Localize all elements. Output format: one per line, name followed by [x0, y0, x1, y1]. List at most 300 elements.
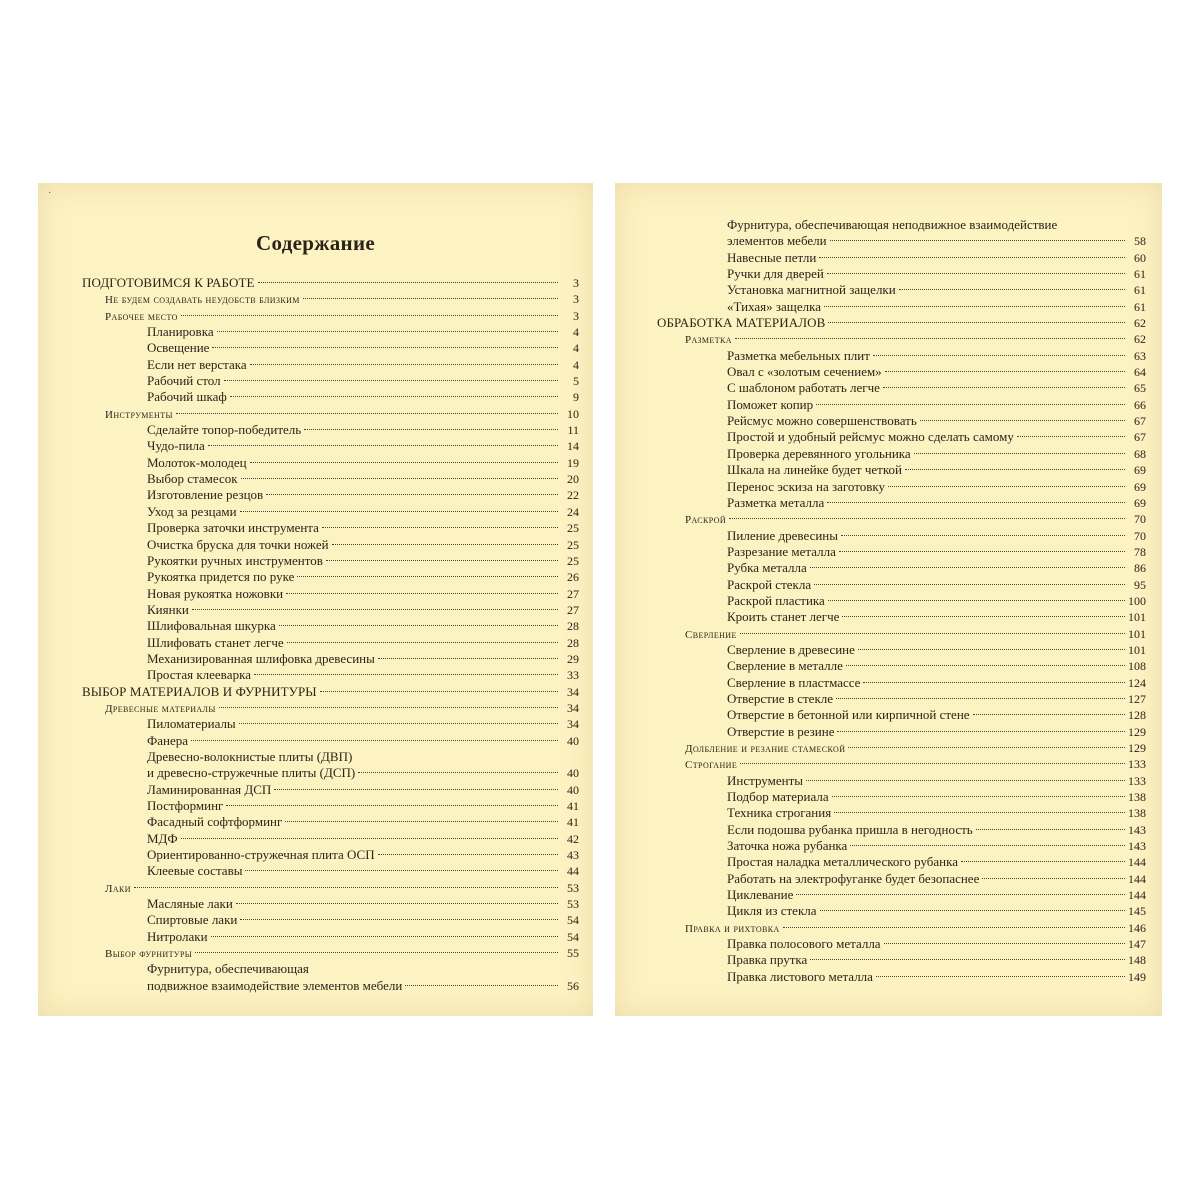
page-number: 41 [567, 799, 579, 813]
dot-leader [191, 740, 558, 741]
toc-entry [38, 422, 593, 438]
toc-entry [615, 250, 1162, 266]
toc-entry [615, 691, 1162, 707]
toc-entry-title: Ручки для дверей [727, 266, 824, 282]
page-number: 133 [1128, 757, 1146, 772]
toc-entry-title: Кроить станет легче [727, 609, 840, 625]
page-number: 11 [567, 423, 579, 438]
page-title: Содержание [256, 231, 375, 255]
toc-entry [615, 903, 1162, 919]
toc-entry-title: Молоток-молодец [147, 454, 247, 470]
dot-leader [258, 282, 558, 283]
toc-entry-title: ВЫБОР МАТЕРИАЛОВ И ФУРНИТУРЫ [82, 683, 317, 699]
toc-entry [38, 978, 593, 994]
dot-leader [961, 861, 1125, 862]
toc-entry-title: Навесные петли [727, 249, 817, 265]
toc-entry-title: Не будем создавать неудобств близким [105, 294, 300, 307]
toc-entry [38, 504, 593, 520]
dot-leader [326, 560, 558, 561]
page-number: 68 [1134, 446, 1146, 461]
page-number: 53 [567, 880, 579, 895]
toc-entry [38, 291, 593, 307]
toc-entry [615, 266, 1162, 282]
toc-entry-title: Работать на электрофуганке будет безопаснее [727, 870, 980, 886]
toc-entry-title: Ориентированно-стружечная плита ОСП [147, 847, 375, 863]
dot-leader [810, 567, 1125, 568]
toc-entry [615, 446, 1162, 462]
toc-entry-title: Пиломатериалы [147, 716, 236, 732]
toc-entry [38, 635, 593, 651]
toc-entry-title: МДФ [147, 830, 178, 846]
toc-entry-title: Проверка заточки инструмента [147, 520, 319, 536]
toc-entry [615, 429, 1162, 445]
toc-entry-title: Рукоятка придется по руке [147, 569, 295, 585]
dot-leader [873, 355, 1125, 356]
dot-leader [322, 527, 558, 528]
toc-entry [615, 969, 1162, 985]
dot-leader [236, 903, 558, 904]
toc-entry [615, 299, 1162, 315]
dot-leader [245, 870, 558, 871]
toc-entry-title: Разметка мебельных плит [727, 347, 870, 363]
page-number: 4 [573, 357, 579, 372]
toc-entry-title: Инструменты [105, 408, 173, 421]
dot-leader [176, 413, 558, 414]
toc-entry-title: Простая наладка металлического рубанка [727, 854, 959, 870]
page-number: 27 [567, 586, 579, 601]
page-number: 22 [567, 488, 579, 503]
dot-leader [286, 593, 558, 594]
toc-entry-title: Уход за резцами [147, 503, 237, 519]
toc-entry [615, 626, 1162, 642]
toc-entry [615, 348, 1162, 364]
right-page [615, 183, 1162, 1016]
toc-entry [615, 413, 1162, 429]
page-number: 28 [567, 619, 579, 634]
toc-entry-title: Инструменты [727, 772, 803, 788]
page-number: 147 [1128, 937, 1146, 952]
dot-leader [212, 347, 558, 348]
page-number: 64 [1134, 365, 1146, 380]
toc-entry [615, 609, 1162, 625]
page-number: 78 [1134, 544, 1146, 559]
toc-entry-title: подвижное взаимодействие элементов мебели [147, 977, 403, 993]
page-number: 138 [1128, 806, 1146, 821]
dot-leader [814, 584, 1125, 585]
dot-leader [240, 511, 558, 512]
toc-entry-title: Древесные материалы [105, 702, 216, 715]
toc-entry-title: С шаблоном работать легче [727, 380, 880, 396]
toc-entry [38, 700, 593, 716]
toc-entry-title: Сверление в металле [727, 658, 843, 674]
dot-leader [134, 887, 558, 888]
dot-leader [303, 298, 558, 299]
toc-entry [615, 789, 1162, 805]
dot-leader [224, 380, 558, 381]
page-number: 25 [567, 553, 579, 568]
page-number: 24 [567, 504, 579, 519]
toc-entry [615, 773, 1162, 789]
dot-leader [884, 943, 1125, 944]
page-number: 26 [567, 570, 579, 585]
toc-entry-title: Разрезание металла [727, 543, 836, 559]
toc-entry [38, 912, 593, 928]
dot-leader [810, 959, 1125, 960]
dot-leader [181, 838, 558, 839]
dot-leader [816, 404, 1125, 405]
toc-entry-title: Рубка металла [727, 560, 807, 576]
toc-entry-title: Шлифовать станет легче [147, 634, 284, 650]
toc-entry-title: Циклевание [727, 887, 794, 903]
toc-entry-title: Ламинированная ДСП [147, 781, 272, 797]
page-number: 66 [1134, 397, 1146, 412]
dot-leader [806, 780, 1125, 781]
page-number: 3 [573, 292, 579, 307]
left-page [38, 183, 593, 1016]
toc-entry-title: Цикля из стекла [727, 903, 817, 919]
toc-entry-title: Клеевые составы [147, 863, 243, 879]
toc-entry [38, 945, 593, 961]
page-number: 145 [1128, 904, 1146, 919]
toc-entry [615, 364, 1162, 380]
page-number: 55 [567, 946, 579, 961]
toc-entry [615, 920, 1162, 936]
page-number: 69 [1134, 495, 1146, 510]
page-number: 144 [1128, 871, 1146, 886]
toc-entry-title: Если нет верстака [147, 356, 247, 372]
dot-leader [729, 518, 1125, 519]
dot-leader [832, 796, 1125, 797]
page-number: 28 [567, 635, 579, 650]
toc-entry [615, 380, 1162, 396]
toc-entry-title: Сделайте топор-победитель [147, 422, 302, 438]
dot-leader [332, 544, 558, 545]
toc-entry [38, 520, 593, 536]
dot-leader [858, 649, 1125, 650]
toc-entry-line [615, 217, 1162, 233]
page-number: 3 [573, 308, 579, 323]
page-number: 60 [1134, 250, 1146, 265]
toc-entry [615, 756, 1162, 772]
dot-leader [883, 387, 1125, 388]
toc-entry-title: Правка листового металла [727, 968, 873, 984]
page-number: 149 [1128, 969, 1146, 984]
page-number: 3 [573, 276, 579, 290]
toc-entry [615, 740, 1162, 756]
page-number: 14 [567, 439, 579, 454]
dot-leader [783, 927, 1125, 928]
dot-leader [828, 600, 1125, 601]
toc-entry [615, 658, 1162, 674]
toc-entry [38, 798, 593, 814]
dot-leader [846, 665, 1125, 666]
toc-entry [615, 707, 1162, 723]
toc-entry-title: Киянки [147, 601, 189, 617]
dot-leader [796, 894, 1125, 895]
dot-leader [217, 331, 558, 332]
toc-entry [38, 438, 593, 454]
toc-entry-title: Фасадный софтформинг [147, 814, 283, 830]
toc-entry [615, 675, 1162, 691]
page-number: 108 [1128, 659, 1146, 674]
dot-leader [250, 462, 558, 463]
toc-entry-title: Сверление [685, 628, 737, 641]
toc-entry-title: Механизированная шлифовка древесины [147, 650, 375, 666]
page-number: 144 [1128, 888, 1146, 903]
toc-entry [38, 487, 593, 503]
toc-entry-title: Выбор фурнитуры [105, 948, 193, 961]
toc-entry [38, 308, 593, 324]
toc-entry-title: Правка прутка [727, 952, 808, 968]
page-number: 41 [567, 815, 579, 830]
dot-leader [304, 429, 558, 430]
toc-entry-title: Шкала на линейке будет четкой [727, 462, 902, 478]
page-number: 4 [573, 341, 579, 356]
dot-leader [830, 240, 1125, 241]
page-number: 129 [1128, 741, 1146, 755]
toc-entry [38, 586, 593, 602]
toc-entry [615, 642, 1162, 658]
toc-entry-title: Раскрой стекла [727, 576, 812, 592]
toc-entry [615, 315, 1162, 331]
toc-entry [38, 863, 593, 879]
toc-entry-title: Правка полосового металла [727, 936, 881, 952]
toc-entry-title: Освещение [147, 340, 210, 356]
toc-entry-title: Спиртовые лаки [147, 912, 238, 928]
toc-entry [615, 805, 1162, 821]
toc-entry-title: и древесно-стружечные плиты (ДСП) [147, 765, 356, 781]
toc-entry [615, 331, 1162, 347]
toc-entry-title: Древесно-волокнистые плиты (ДВП) [147, 748, 353, 764]
toc-entry [615, 822, 1162, 838]
page-number: 58 [1134, 234, 1146, 249]
dot-leader [405, 985, 558, 986]
dot-leader [914, 453, 1125, 454]
book-gutter [593, 183, 615, 1016]
dot-leader [266, 494, 558, 495]
dot-leader [839, 551, 1125, 552]
toc-entry [615, 871, 1162, 887]
toc-entry [38, 765, 593, 781]
dot-leader [378, 854, 558, 855]
page-number: 61 [1134, 267, 1146, 282]
page-number: 63 [1134, 348, 1146, 363]
toc-entry-title: Планировка [147, 324, 214, 340]
toc-entry-line [38, 749, 593, 765]
toc-entry-title: ПОДГОТОВИМСЯ К РАБОТЕ [82, 275, 255, 290]
dot-leader [876, 976, 1125, 977]
page-number: 101 [1128, 610, 1146, 625]
dot-leader [254, 674, 558, 675]
dot-leader [358, 772, 558, 773]
dot-leader [920, 420, 1125, 421]
toc-entry [38, 880, 593, 896]
toc-entry-line [38, 961, 593, 977]
toc-entry-title: Рабочий шкаф [147, 389, 227, 405]
dot-leader [982, 878, 1125, 879]
toc-entry [38, 716, 593, 732]
toc-entry [615, 952, 1162, 968]
toc-entry-title: Раскрой пластика [727, 592, 825, 608]
toc-entry-title: Лаки [105, 882, 131, 895]
dot-leader [863, 682, 1125, 683]
toc-entry [38, 455, 593, 471]
dot-leader [285, 821, 558, 822]
dot-leader [239, 723, 558, 724]
toc-entry-title: Рабочее место [105, 310, 178, 323]
page-number: 95 [1134, 577, 1146, 592]
dot-leader [279, 625, 558, 626]
page-number: 128 [1128, 708, 1146, 723]
dot-leader [219, 707, 558, 708]
dot-leader [827, 273, 1125, 274]
page-number: 40 [567, 782, 579, 797]
toc-entry [615, 593, 1162, 609]
toc-entry-title: Проверка деревянного угольника [727, 445, 911, 461]
page-number: 10 [567, 406, 579, 421]
toc-entry [38, 667, 593, 683]
dot-leader [848, 747, 1125, 748]
dot-leader [240, 919, 558, 920]
toc-entry [615, 560, 1162, 576]
dot-leader [735, 338, 1125, 339]
toc-left [38, 275, 593, 994]
page-number: 61 [1134, 299, 1146, 314]
page-number: 56 [567, 978, 579, 993]
page-number: 86 [1134, 561, 1146, 576]
toc-entry [38, 275, 593, 291]
page-number: 25 [567, 537, 579, 552]
toc-entry-title: Очистка бруска для точки ножей [147, 536, 329, 552]
toc-entry-title: Подбор материала [727, 789, 829, 805]
toc-entry [38, 929, 593, 945]
toc-entry [38, 847, 593, 863]
page-number: 9 [573, 390, 579, 405]
dot-leader [820, 910, 1125, 911]
page-number: 5 [573, 374, 579, 389]
toc-entry-title: Фанера [147, 732, 189, 748]
toc-entry-title: Выбор стамесок [147, 471, 238, 487]
page-number: 42 [567, 831, 579, 846]
page-number: 69 [1134, 463, 1146, 478]
toc-entry [615, 724, 1162, 740]
toc-entry [38, 814, 593, 830]
toc-entry [38, 537, 593, 553]
page-number: 29 [567, 651, 579, 666]
dot-leader [740, 633, 1125, 634]
toc-entry-title: Овал с «золотым сечением» [727, 364, 882, 380]
toc-entry [38, 471, 593, 487]
page-number: 34 [567, 717, 579, 732]
page-number: 101 [1128, 626, 1146, 641]
toc-entry [615, 887, 1162, 903]
toc-entry [615, 479, 1162, 495]
page-number: 19 [567, 455, 579, 470]
dot-leader [287, 642, 558, 643]
page-speck-mark: · [48, 188, 52, 199]
page-number: 34 [567, 684, 579, 699]
page-number: 4 [573, 325, 579, 340]
toc-entry-title: Рукоятки ручных инструментов [147, 552, 323, 568]
toc-entry-title: Поможет копир [727, 396, 814, 412]
page-number: 53 [567, 897, 579, 912]
toc-entry [615, 397, 1162, 413]
page-number: 124 [1128, 675, 1146, 690]
toc-entry [615, 528, 1162, 544]
page-number: 33 [567, 668, 579, 683]
toc-entry-title: ОБРАБОТКА МАТЕРИАЛОВ [657, 315, 826, 331]
page-number: 70 [1134, 512, 1146, 527]
dot-leader [230, 396, 558, 397]
toc-entry-title: «Тихая» защелка [727, 298, 821, 314]
dot-leader [208, 445, 558, 446]
page-number: 65 [1134, 381, 1146, 396]
page-number: 40 [567, 766, 579, 781]
toc-entry-title: Рабочий стол [147, 373, 221, 389]
dot-leader [181, 315, 558, 316]
toc-entry-title: Простой и удобный рейсмус можно сделать самому [727, 429, 1014, 445]
page-number: 43 [567, 848, 579, 863]
page-number: 34 [567, 700, 579, 715]
toc-entry-title: Сверление в пластмассе [727, 674, 861, 690]
page-number: 129 [1128, 724, 1146, 739]
dot-leader [378, 658, 558, 659]
toc-entry-title: Отверстие в бетонной или кирпичной стене [727, 707, 970, 723]
page-number: 70 [1134, 528, 1146, 543]
toc-entry [38, 324, 593, 340]
page-number: 61 [1134, 283, 1146, 298]
toc-entry [615, 462, 1162, 478]
toc-entry [615, 282, 1162, 298]
page-number: 54 [567, 929, 579, 944]
toc-right [615, 217, 1162, 985]
toc-entry-title: Изготовление резцов [147, 487, 264, 503]
toc-entry-title: Шлифовальная шкурка [147, 618, 276, 634]
toc-entry-title: Новая рукоятка ножовки [147, 585, 284, 601]
toc-entry-title: Техника строгания [727, 805, 832, 821]
page-number: 144 [1128, 855, 1146, 870]
toc-entry-title: Постформинг [147, 798, 224, 813]
dot-leader [824, 306, 1125, 307]
toc-entry-title: Рейсмус можно совершенствовать [727, 413, 917, 429]
dot-leader [976, 829, 1125, 830]
dot-leader [192, 609, 558, 610]
page-number: 25 [567, 521, 579, 536]
toc-entry-title: Строгание [685, 759, 738, 772]
dot-leader [195, 952, 558, 953]
dot-leader [888, 486, 1125, 487]
dot-leader [899, 289, 1125, 290]
page-number: 101 [1128, 642, 1146, 657]
dot-leader [226, 805, 558, 806]
dot-leader [973, 714, 1125, 715]
toc-entry [38, 569, 593, 585]
toc-entry-title: Масляные лаки [147, 896, 233, 912]
toc-entry-title: Пиление древесины [727, 527, 838, 543]
toc-entry-title: Фурнитура, обеспечивающая [147, 961, 309, 977]
page-number: 62 [1134, 316, 1146, 331]
toc-entry [38, 733, 593, 749]
toc-entry [615, 577, 1162, 593]
toc-entry [38, 406, 593, 422]
page-number: 54 [567, 913, 579, 928]
toc-entry-title: Отверстие в резине [727, 723, 835, 739]
dot-leader [1017, 436, 1125, 437]
toc-entry-title: Фурнитура, обеспечивающая неподвижное взаимодействие [727, 217, 1058, 232]
page-number: 100 [1128, 593, 1146, 608]
dot-leader [827, 502, 1125, 503]
toc-entry [615, 854, 1162, 870]
